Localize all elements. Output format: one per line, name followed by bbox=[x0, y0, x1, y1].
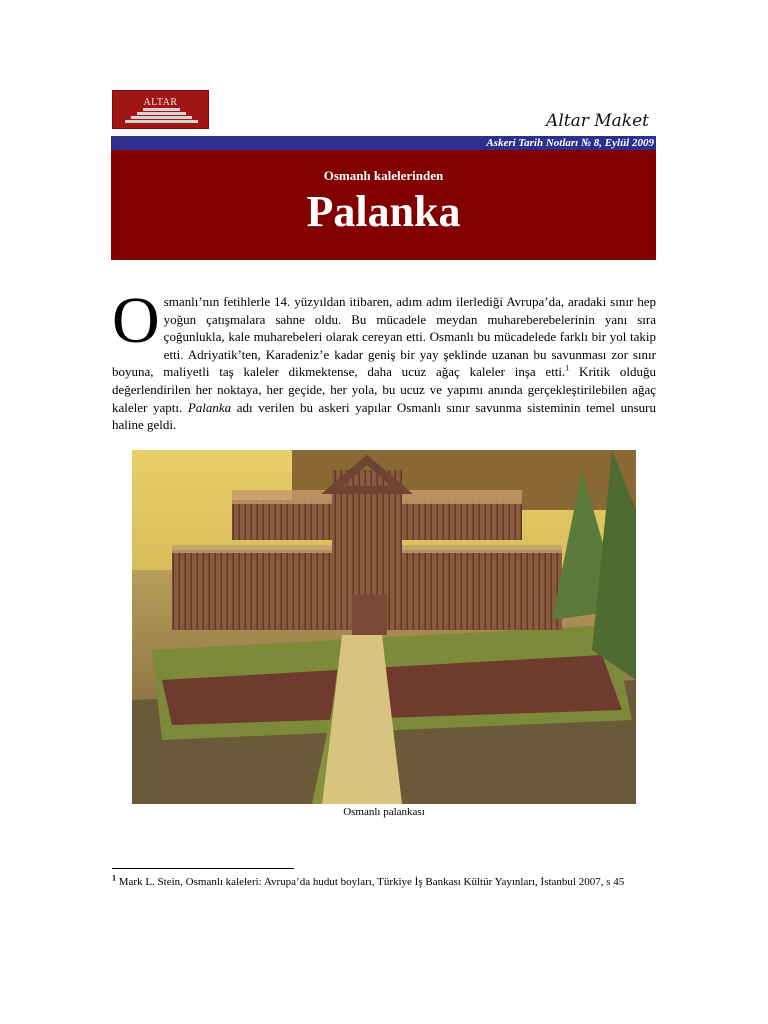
footnote bbox=[112, 875, 652, 890]
dropcap: O bbox=[112, 284, 160, 357]
logo-steps-graphic bbox=[113, 108, 208, 124]
brand-name: Altar Maket bbox=[546, 111, 649, 131]
logo-text: ALTAR bbox=[143, 97, 178, 108]
issue-bar bbox=[111, 136, 656, 150]
altar-logo bbox=[112, 90, 209, 129]
footnote-text: Mark L. Stein, Osmanlı kaleleri: Avrupa’da hudut boyları, Türkiye İş Bankası Kültür Yayınları, İstanbul 2007, s 45 bbox=[116, 876, 625, 888]
italic-term: Palanka bbox=[187, 399, 232, 415]
footnote-divider bbox=[112, 868, 294, 869]
issue-line: Askeri Tarih Notları № 8, Eylül 2009 bbox=[486, 137, 654, 149]
footnote-ref[interactable]: 1 bbox=[565, 364, 570, 374]
figure-caption: Osmanlı palankası bbox=[343, 806, 425, 818]
title-banner bbox=[111, 150, 656, 260]
article-paragraph bbox=[112, 284, 657, 434]
footnote-number: 1 bbox=[112, 873, 116, 883]
banner-title: Palanka bbox=[306, 187, 461, 236]
paragraph-part-1: smanlı’nın fetihlerle 14. yüzyıldan itibaren, adım adım ilerlediği Avrupa’da, aradaki sınır hep yoğun çatışmalara sahne oldu. Bu mücadele meydan muhareberebelerinin yanı sıra çoğunlukla, kale muharebeleri olarak cereyan etti. Osmanlı bu mücadelede farklı bir yol takip etti. Adriyatik’ten, Karadeniz’e kadar geniş bir yay şeklinde uzanan bu savunması zor sınır boyuna, maliyetli taş kaleler dikmektense, daha ucuz ağaç kaleler inşa etti. bbox=[112, 294, 656, 380]
banner-subtitle: Osmanlı kalelerinden bbox=[323, 168, 444, 183]
palanka-model-photo bbox=[132, 450, 636, 804]
paragraph-part-2: Kritik olduğu değerlendirilen her noktaya, her geçide, her yola, bu ucuz ve yapımı anında gerçekleştirilebilen ağaç kaleler yaptı. bbox=[112, 364, 656, 415]
paragraph-part-3: adı verilen bu askeri yapılar Osmanlı sınır savunma sisteminin temel unsuru haline geldi. bbox=[112, 399, 657, 433]
